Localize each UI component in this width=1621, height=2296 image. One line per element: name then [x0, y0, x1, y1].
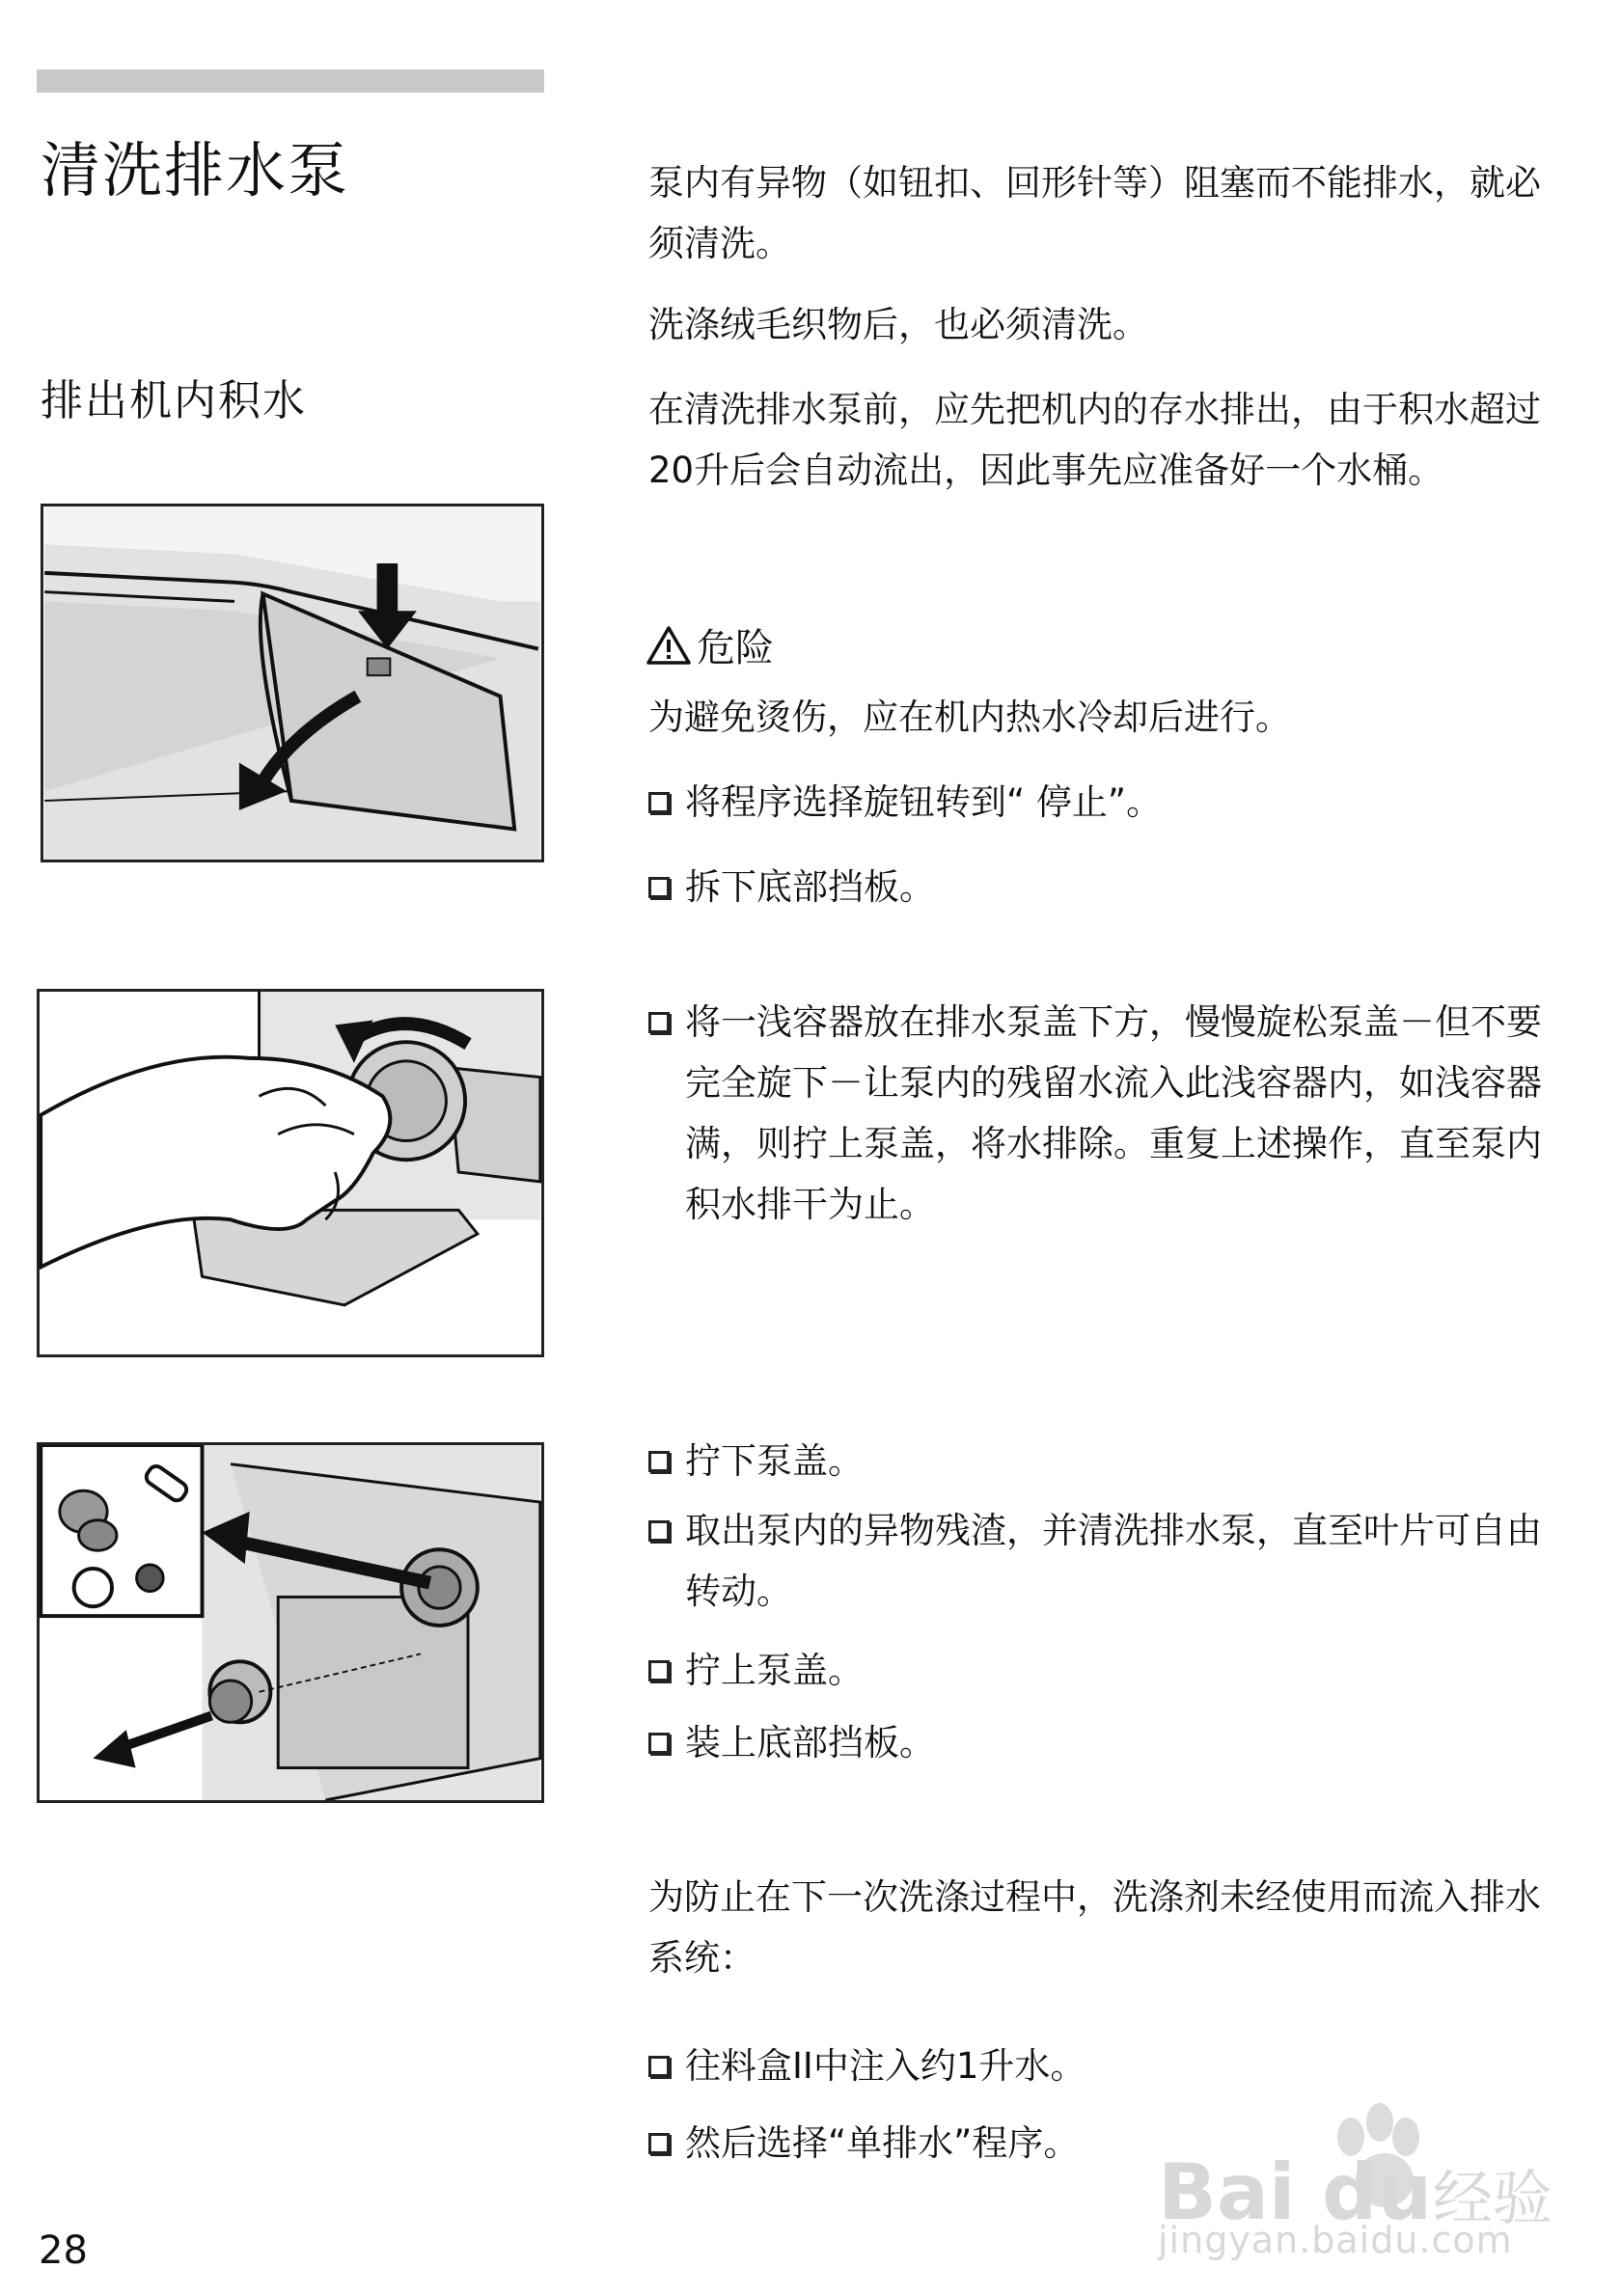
figure-drain-water — [37, 989, 544, 1357]
step-item: 拆下底部挡板。 — [646, 857, 1563, 917]
section-title: 排出机内积水 — [41, 376, 307, 425]
checkbox-bullet-icon — [648, 1660, 670, 1681]
intro-paragraph-3: 在清洗排水泵前，应先把机内的存水排出，由于积水超过20升后会自动流出，因此事先应准备好一个水桶。 — [648, 389, 1541, 491]
prevent-paragraph: 为防止在下一次洗涤过程中，洗涤剂未经使用而流入排水系统： — [648, 1876, 1541, 1979]
drain-water-illustration — [40, 992, 541, 1354]
figure-remove-pump-cover — [37, 1442, 544, 1803]
intro-paragraph-2: 洗涤绒毛织物后，也必须清洗。 — [648, 304, 1148, 345]
checkbox-bullet-icon — [648, 1520, 670, 1542]
pump-cover-illustration — [40, 1445, 541, 1800]
checkbox-bullet-icon — [648, 1733, 670, 1754]
washer-panel-illustration — [43, 506, 541, 860]
step-item: 将一浅容器放在排水泵盖下方，慢慢旋松泵盖－但不要完全旋下－让泵内的残留水流入此浅容器内，如浅容器满，则拧上泵盖，将水排除。重复上述操作，直至泵内积水排干为止。 — [646, 992, 1563, 1235]
warning-title: 危险 — [697, 626, 774, 670]
warning-heading — [646, 617, 774, 672]
step-item: 拧下泵盖。 — [646, 1431, 1563, 1491]
watermark-brand-left: Bai — [1158, 2147, 1296, 2237]
figure-remove-panel — [41, 504, 544, 862]
intro-paragraph-1: 泵内有异物（如钮扣、回形针等）阻塞而不能排水，就必须清洗。 — [648, 162, 1541, 264]
watermark-url: jingyan.baidu.com — [1158, 2219, 1513, 2261]
checkbox-bullet-icon — [648, 2133, 670, 2154]
top-rule-bar — [37, 69, 544, 93]
step-item: 然后选择“单排水”程序。 — [646, 2113, 1563, 2173]
step-item: 将程序选择旋钮转到“ 停止”。 — [646, 772, 1563, 833]
checkbox-bullet-icon — [648, 1451, 670, 1472]
step-item: 拧上泵盖。 — [646, 1640, 1563, 1701]
step-item: 装上底部挡板。 — [646, 1712, 1563, 1773]
page-number: 28 — [39, 2228, 88, 2273]
checkbox-bullet-icon — [648, 877, 670, 898]
checkbox-bullet-icon — [648, 2056, 670, 2077]
warning-triangle-icon — [646, 625, 691, 666]
step-item: 往料盒II中注入约1升水。 — [646, 2036, 1563, 2096]
checkbox-bullet-icon — [648, 1012, 670, 1033]
watermark-brand-cn: 经验 — [1433, 2163, 1553, 2233]
checkbox-bullet-icon — [648, 792, 670, 813]
warning-text: 为避免烫伤，应在机内热水冷却后进行。 — [648, 697, 1291, 738]
step-item: 取出泵内的异物残渣，并清洗排水泵，直至叶片可自由转动。 — [646, 1500, 1563, 1622]
page-title: 清洗排水泵 — [41, 135, 350, 205]
watermark-brand-right: du — [1322, 2147, 1433, 2237]
